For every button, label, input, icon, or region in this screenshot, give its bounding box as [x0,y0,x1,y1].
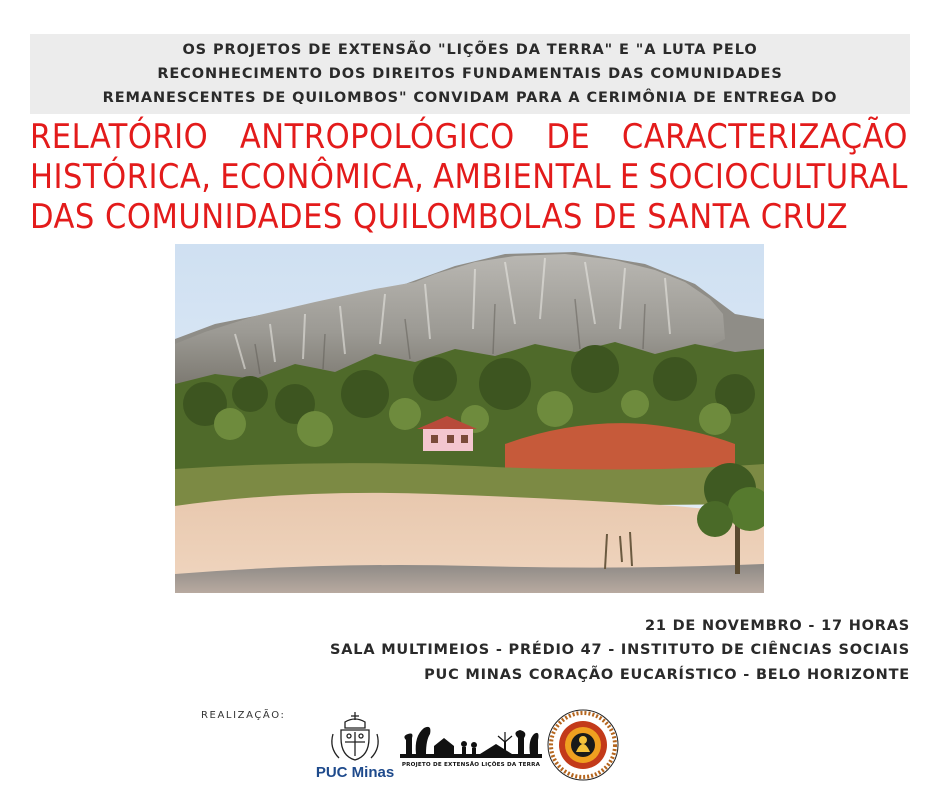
quilombo-project-seal [538,708,628,783]
title-word: SOCIOCULTURAL [648,157,908,197]
title-line-3: DAS COMUNIDADES QUILOMBOLAS DE SANTA CRUZ [30,197,849,237]
title-line-1 [30,117,908,157]
quilombo-seal-icon [538,708,628,783]
title-word: E [619,157,640,197]
licoes-da-terra-icon [400,718,542,762]
puc-crest-icon [315,708,395,764]
puc-minas-logo [315,708,395,783]
event-date: 21 DE NOVEMBRO - 17 HORAS [644,618,910,634]
event-venue-line-2: PUC MINAS CORAÇÃO EUCARÍSTICO - BELO HORIZONTE [424,667,910,683]
puc-minas-label: PUC Minas [315,764,395,781]
title-word: HISTÓRICA, [30,157,212,197]
title-word: CARACTERIZAÇÃO [621,117,908,157]
title-word: ECONÔMICA, [220,157,425,197]
title-word: AMBIENTAL [433,157,612,197]
title-word: RELATÓRIO [30,117,209,157]
title-line-2 [30,157,908,197]
event-venue-line-1: SALA MULTIMEIOS - PRÉDIO 47 - INSTITUTO DE CIÊNCIAS SOCIAIS [330,642,910,658]
title-word: DE [546,117,591,157]
licoes-da-terra-label: PROJETO DE EXTENSÃO LIÇÕES DA TERRA [401,762,541,768]
landscape-photo-art [175,244,764,593]
landscape-photo [175,244,764,593]
intro-line-3: REMANESCENTES DE QUILOMBOS" CONVIDAM PARA A CERIMÔNIA DE ENTREGA DO [102,90,838,106]
intro-text [30,38,910,110]
title-word: ANTROPOLÓGICO [239,117,515,157]
licoes-da-terra-logo [400,718,542,774]
intro-line-1: OS PROJETOS DE EXTENSÃO "LIÇÕES DA TERRA" E "A LUTA PELO [182,42,758,58]
realizacao-label: REALIZAÇÃO: [201,710,286,721]
intro-line-2: RECONHECIMENTO DOS DIREITOS FUNDAMENTAIS DAS COMUNIDADES [157,66,783,82]
